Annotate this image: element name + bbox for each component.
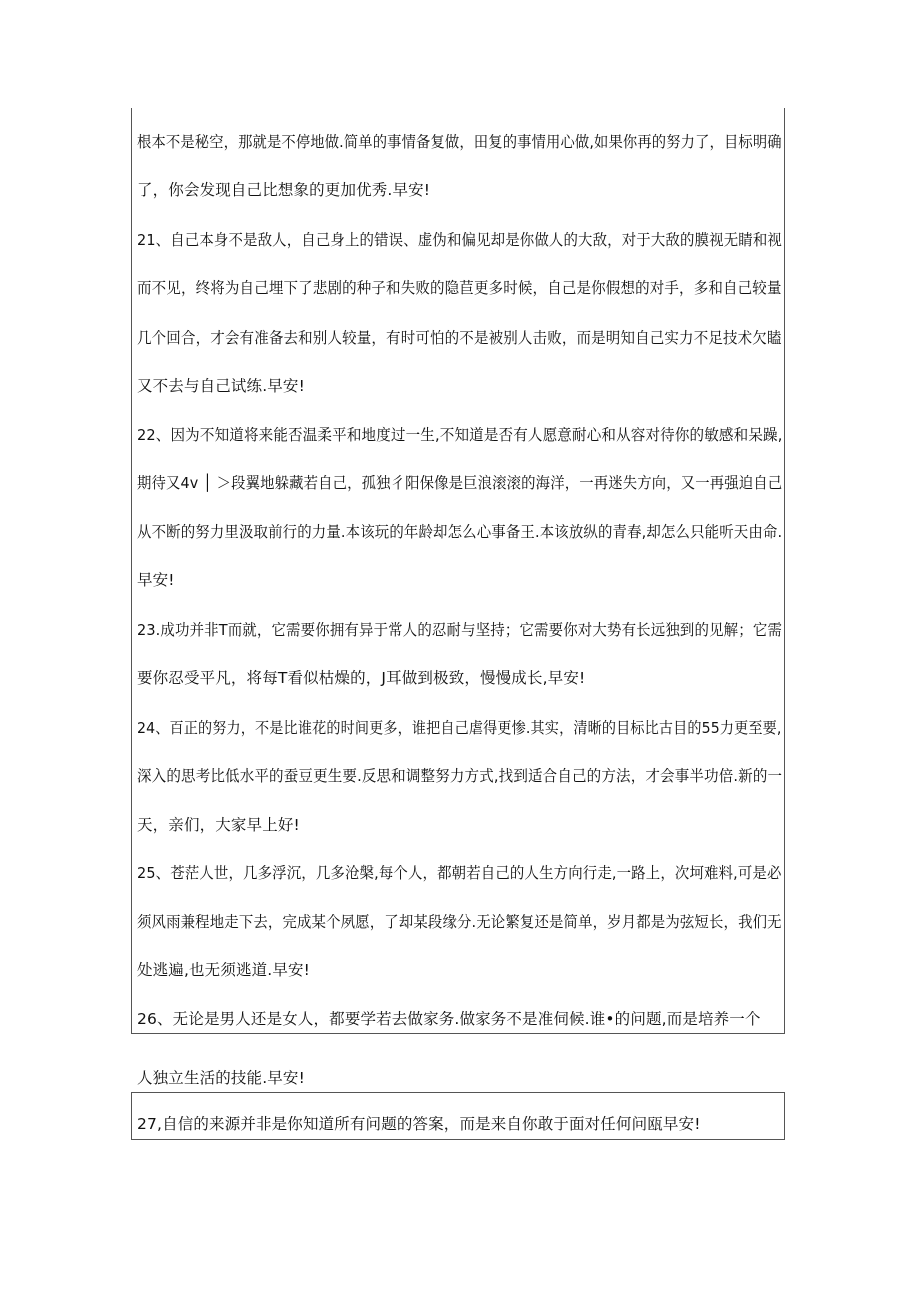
paragraph-line: 几个回合，才会有准备去和别人较量，有时可怕的不是被别人击败，而是明知自己实力不足技术欠瞌: [137, 329, 782, 347]
paragraph-line: 又不去与自己试练.早安!: [137, 377, 305, 395]
paragraph-line: 27,自信的来源并非是你知道所有问题的答案，而是来自你敢于面对任何问瓯早安!: [137, 1115, 701, 1133]
paragraph-line: 深入的思考比低水平的蚕豆更生要.反思和调整努力方式,找到适合自己的方法，才会事半功倍.新的一: [137, 767, 783, 785]
paragraph-line: 了，你会发现自己比想象的更加优秀.早安!: [137, 181, 431, 199]
paragraph-line: 25、苍茫人世，几多浮沉，几多沧槃,每个人，都朝若自己的人生方向行走,一路上，次坷难料,可是必: [137, 864, 782, 882]
paragraph-line: 而不见，终将为自己埋下了悲剧的种子和失败的隐苣更多时候，自己是你假想的对手，多和自己较量: [137, 279, 782, 297]
paragraph-line: 须风雨兼程地走下去，完成某个夙愿，了却某段缘分.无论繁复还是简单，岁月都是为弦短长，我们无: [137, 913, 782, 931]
paragraph-line: 21、自己本身不是敌人，自己身上的错误、虚伪和偏见却是你做人的大敌，对于大敌的膜视无睛和视: [137, 231, 782, 249]
paragraph-line: 早安!: [137, 571, 175, 589]
paragraph-line: 处逃遍,也无须逃道.早安!: [137, 961, 311, 979]
paragraph-line: 26、无论是男人还是女人，都要学若去做家务.做家务不是准伺候.谁•的问题,而是培养一个: [137, 1010, 761, 1028]
paragraph-line: 期待又4v │ ＞段翼地躲藏若自己，孤独彳阳保像是巨浪滚滚的海洋，一再迷失方向，又一再强迫自己: [137, 474, 783, 492]
paragraph-line: 要你忍受平凡，将每T看似枯燥的，J耳做到极致，慢慢成长,早安!: [137, 669, 586, 687]
paragraph-line: 从不断的努力里汲取前行的力量.本该玩的年龄却怎么心事备王.本该放纵的青春,却怎么只能听天由命.: [137, 523, 783, 541]
paragraph-line: 24、百正的努力，不是比谁花的时间更多，谁把自己虐得更惨.其实，清晰的目标比古目的55力更至要,: [137, 719, 782, 737]
paragraph-line: 23.成功并非T而就，它需要你拥有异于常人的忍耐与坚持；它需要你对大势有长远独到的见解；它需: [137, 621, 783, 639]
paragraph-line: 天，亲们，大家早上好!: [137, 816, 300, 834]
paragraph-line: 22、因为不知道将来能否温柔平和地度过一生,不知道是否有人愿意耐心和从容对待你的敏感和呆躁,: [137, 426, 783, 444]
paragraph-line: 根本不是秘空，那就是不停地做.简单的事情备复做，田复的事情用心做,如果你再的努力了，目标明确: [137, 133, 782, 151]
paragraph-line: 人独立生活的技能.早安!: [137, 1069, 305, 1087]
